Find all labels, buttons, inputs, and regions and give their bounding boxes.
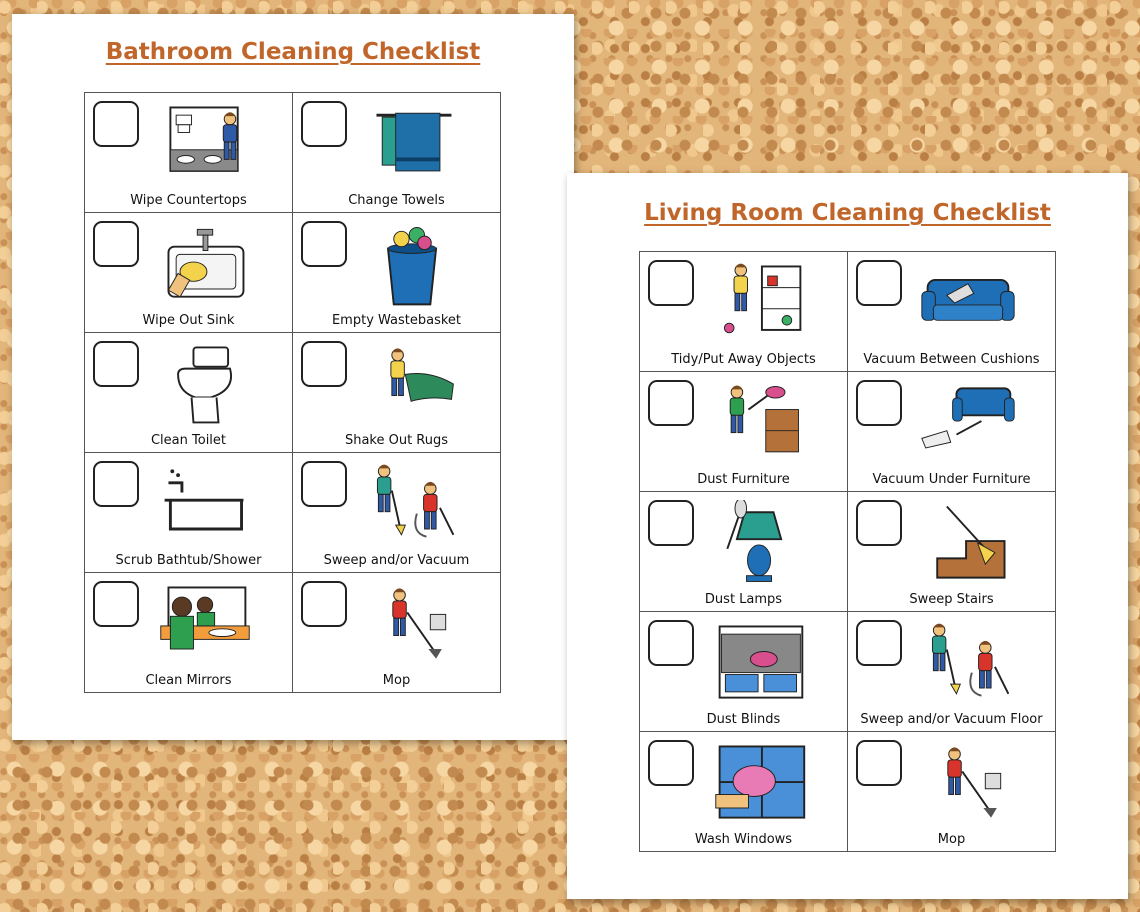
checklist-item <box>85 213 293 333</box>
sofa-under-vacuum-icon <box>918 380 1018 466</box>
checkbox[interactable] <box>301 221 347 267</box>
checklist-item-label: Dust Lamps <box>704 592 783 607</box>
checklist-item <box>293 453 501 573</box>
checklist-item-label: Sweep and/or Vacuum <box>323 553 470 568</box>
checkbox[interactable] <box>301 581 347 627</box>
checklist-item <box>640 732 848 852</box>
checkbox[interactable] <box>93 461 139 507</box>
checklist-item-label: Mop <box>937 832 966 847</box>
checklist-item-label: Sweep and/or Vacuum Floor <box>860 712 1043 727</box>
checklist-item-label: Wipe Out Sink <box>142 313 235 328</box>
mop-icon <box>918 740 1018 826</box>
checklist-item-label: Vacuum Under Furniture <box>872 472 1031 487</box>
mirror-icon <box>155 581 255 667</box>
checklist-item <box>640 492 848 612</box>
wastebasket-icon <box>363 221 463 307</box>
living-room-checklist-grid <box>639 251 1056 852</box>
checklist-item <box>640 612 848 732</box>
checklist-item <box>848 612 1056 732</box>
checkbox[interactable] <box>856 620 902 666</box>
checklist-item <box>640 252 848 372</box>
checklist-item <box>85 333 293 453</box>
checkbox[interactable] <box>93 101 139 147</box>
checklist-item-label: Shake Out Rugs <box>344 433 449 448</box>
lamp-duster-icon <box>710 500 810 586</box>
checklist-item <box>848 732 1056 852</box>
checkbox[interactable] <box>93 221 139 267</box>
checkbox[interactable] <box>648 620 694 666</box>
tidy-shelf-icon <box>710 260 810 346</box>
checklist-item <box>848 372 1056 492</box>
sofa-vacuum-icon <box>918 260 1018 346</box>
checkbox[interactable] <box>856 260 902 306</box>
bathroom-checklist-sheet <box>12 14 574 740</box>
stairs-broom-icon <box>918 500 1018 586</box>
checklist-item <box>85 573 293 693</box>
checklist-item-label: Scrub Bathtub/Shower <box>115 553 262 568</box>
checkbox[interactable] <box>301 341 347 387</box>
checkbox[interactable] <box>301 461 347 507</box>
checklist-item <box>848 492 1056 612</box>
checklist-item-label: Wipe Countertops <box>130 193 247 208</box>
checkbox[interactable] <box>856 740 902 786</box>
checkbox[interactable] <box>648 260 694 306</box>
checklist-item-label: Mop <box>382 673 411 688</box>
checklist-item <box>293 213 501 333</box>
living-room-checklist-sheet <box>567 173 1128 899</box>
checkbox[interactable] <box>648 740 694 786</box>
living-room-checklist-title: Living Room Cleaning Checklist <box>644 200 1051 226</box>
checkbox[interactable] <box>93 581 139 627</box>
wipe-countertops-icon <box>155 101 255 187</box>
sweep-vacuum-icon <box>363 461 463 547</box>
checklist-item <box>293 93 501 213</box>
checklist-item-label: Clean Toilet <box>150 433 227 448</box>
bathroom-checklist-grid <box>84 92 501 693</box>
checkbox[interactable] <box>648 500 694 546</box>
checklist-item <box>85 453 293 573</box>
checklist-item-label: Vacuum Between Cushions <box>863 352 1040 367</box>
checklist-item-label: Sweep Stairs <box>909 592 994 607</box>
mop-icon <box>363 581 463 667</box>
checklist-item <box>848 252 1056 372</box>
checkbox[interactable] <box>856 380 902 426</box>
toilet-icon <box>155 341 255 427</box>
checkbox[interactable] <box>856 500 902 546</box>
shake-rug-icon <box>363 341 463 427</box>
bathtub-icon <box>155 461 255 547</box>
dust-furniture-icon <box>710 380 810 466</box>
towels-icon <box>363 101 463 187</box>
checklist-item <box>293 333 501 453</box>
checklist-item-label: Tidy/Put Away Objects <box>671 352 816 367</box>
checklist-item-label: Wash Windows <box>694 832 793 847</box>
checklist-item-label: Empty Wastebasket <box>331 313 462 328</box>
checklist-item <box>293 573 501 693</box>
blinds-icon <box>710 620 810 706</box>
window-wash-icon <box>710 740 810 826</box>
checklist-item-label: Dust Blinds <box>706 712 781 727</box>
checklist-item-label: Dust Furniture <box>697 472 790 487</box>
checklist-item <box>640 372 848 492</box>
checklist-item-label: Clean Mirrors <box>145 673 232 688</box>
sink-icon <box>155 221 255 307</box>
sweep-vacuum-icon <box>918 620 1018 706</box>
checkbox[interactable] <box>93 341 139 387</box>
checkbox[interactable] <box>301 101 347 147</box>
checklist-item <box>85 93 293 213</box>
checkbox[interactable] <box>648 380 694 426</box>
checklist-item-label: Change Towels <box>348 193 445 208</box>
bathroom-checklist-title: Bathroom Cleaning Checklist <box>105 39 481 65</box>
